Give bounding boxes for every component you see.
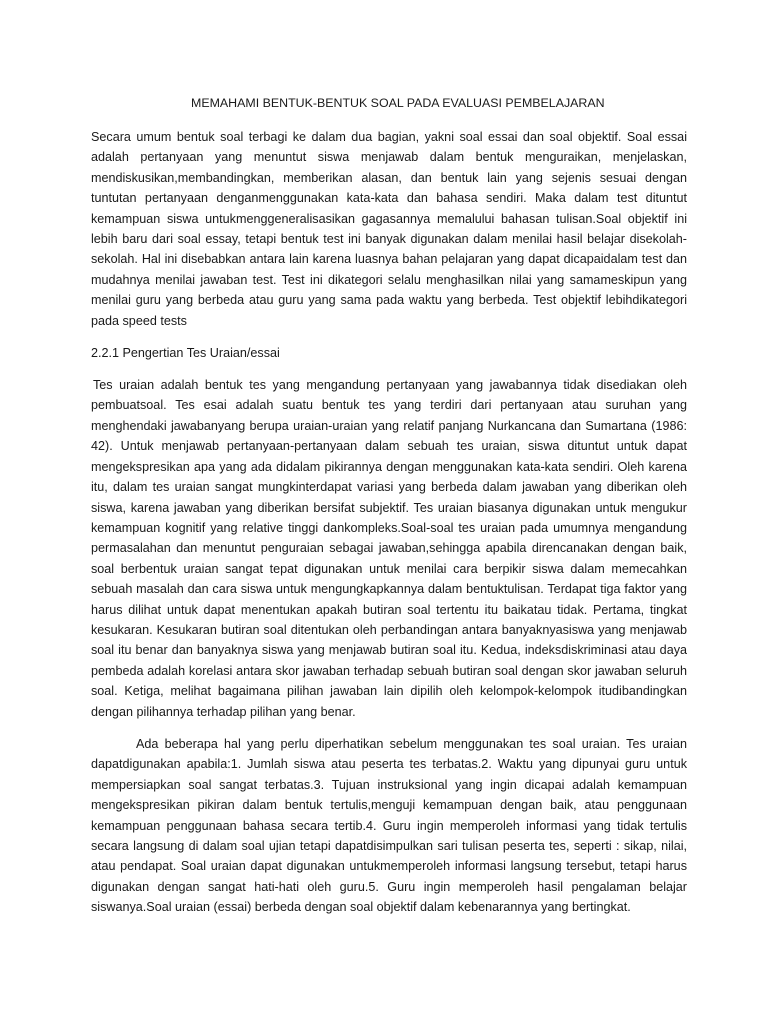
section-paragraph-2: Ada beberapa hal yang perlu diperhatikan sebelum menggunakan tes soal uraian. Tes uraian dapatdigunakan apabila:1. Jumlah siswa atau peserta tes terbatas.2. Waktu yang dipunyai guru untuk mempersiapkan soal sangat terbatas.3. Tujuan instruksional yang ingin dicapai adalah kemampuan mengekspresikan pikiran dalam bentuk tertulis,menguji kemampuan dengan baik, atau penggunaan kemampuan penggunaan bahasa secara tertib.4. Guru ingin memperoleh informasi yang tidak tertulis secara langsung di dalam soal ujian tetapi dapatdisimpulkan sari tulisan peserta tes, seperti : sikap, nilai, atau pendapat. Soal uraian dapat digunakan untukmemperoleh informasi langsung tersebut, tetapi harus digunakan dengan sangat hati-hati oleh guru.5. Guru ingin memperoleh hasil pengalaman belajar siswanya.Soal uraian (essai) berbeda dengan soal objektif dalam kebenarannya yang bertingkat. <box>91 736 687 915</box>
document-body <box>91 93 687 918</box>
section-heading: 2.2.1 Pengertian Tes Uraian/essai <box>91 346 280 361</box>
section-paragraph-1: Tes uraian adalah bentuk tes yang mengandung pertanyaan yang jawabannya tidak disediakan oleh pembuatsoal. Tes esai adalah suatu bentuk tes yang terdiri dari pertanyaan atau suruhan yang menghendaki jawabanyang berupa uraian-uraian yang relatif panjang Nurkancana dan Sumartana (1986: 42). Untuk menjawab pertanyaan-pertanyaan dalam sebuah tes uraian, siswa dituntut untuk dapat mengekspresikan apa yang ada didalam pikirannya dengan menggunakan kata-kata sendiri. Oleh karena itu, dalam tes uraian sangat mungkinterdapat variasi yang berbeda dalam jawaban yang diberikan oleh siswa, karena jawaban yang diberikan bersifat subjektif. Tes uraian biasanya digunakan untuk mengukur kemampuan kognitif yang relative tinggi dankompleks.Soal-soal tes uraian pada umumnya mengandung permasalahan dan menuntut penguraian sebagai jawaban,sehingga apabila direncanakan dengan baik, soal berbentuk uraian sangat tepat digunakan untuk menilai cara berpikir siswa dalam memecahkan sebuah masalah dan cara siswa untuk mengungkapkannya dalam bentuktulisan. Terdapat tiga faktor yang harus dilihat untuk dapat menentukan apakah butiran soal tertentu itu baikatau tidak. Pertama, tingkat kesukaran. Kesukaran butiran soal ditentukan oleh perbandingan antara banyaknyasiswa yang menjawab soal itu benar dan banyaknya siswa yang menjawab butiran soal itu. Kedua, indeksdiskriminasi atau daya pembeda adalah korelasi antara skor jawaban terhadap sebuah butiran soal dengan skor jawaban seluruh soal. Ketiga, melihat bagaimana pilihan jawaban lain dipilih oleh kelompok-kelompok itudibandingkan dengan pilihannya terhadap pilihan yang benar. <box>91 378 687 719</box>
intro-paragraph: Secara umum bentuk soal terbagi ke dalam dua bagian, yakni soal essai dan soal objektif. Soal essai adalah pertanyaan yang menuntut siswa menjawab dalam bentuk menguraikan, menjelaskan, mendiskusikan,membandingkan, memberikan alasan, dan bentuk lain yang sejenis sesuai dengan tuntutan pertanyaan denganmenggunakan kata-kata dan bahasa sendiri. Maka dalam test dituntut kemampuan siswa untukmenggeneralisasikan gagasannya memalului bahasan tulisan.Soal objektif ini lebih baru dari soal essay, tetapi bentuk test ini banyak digunakan dalam menilai hasil belajar disekolah-sekolah. Hal ini disebabkan antara lain karena luasnya bahan pelajaran yang dapat dicapaidalam test dan mudahnya menilai jawaban test. Test ini dikategori selalu menghasilkan nilai yang samameskipun yang menilai guru yang berbeda atau guru yang sama pada waktu yang berbeda. Test objektif lebihdikategori pada speed tests <box>91 130 687 328</box>
document-title: MEMAHAMI BENTUK-BENTUK SOAL PADA EVALUASI PEMBELAJARAN <box>191 96 605 110</box>
